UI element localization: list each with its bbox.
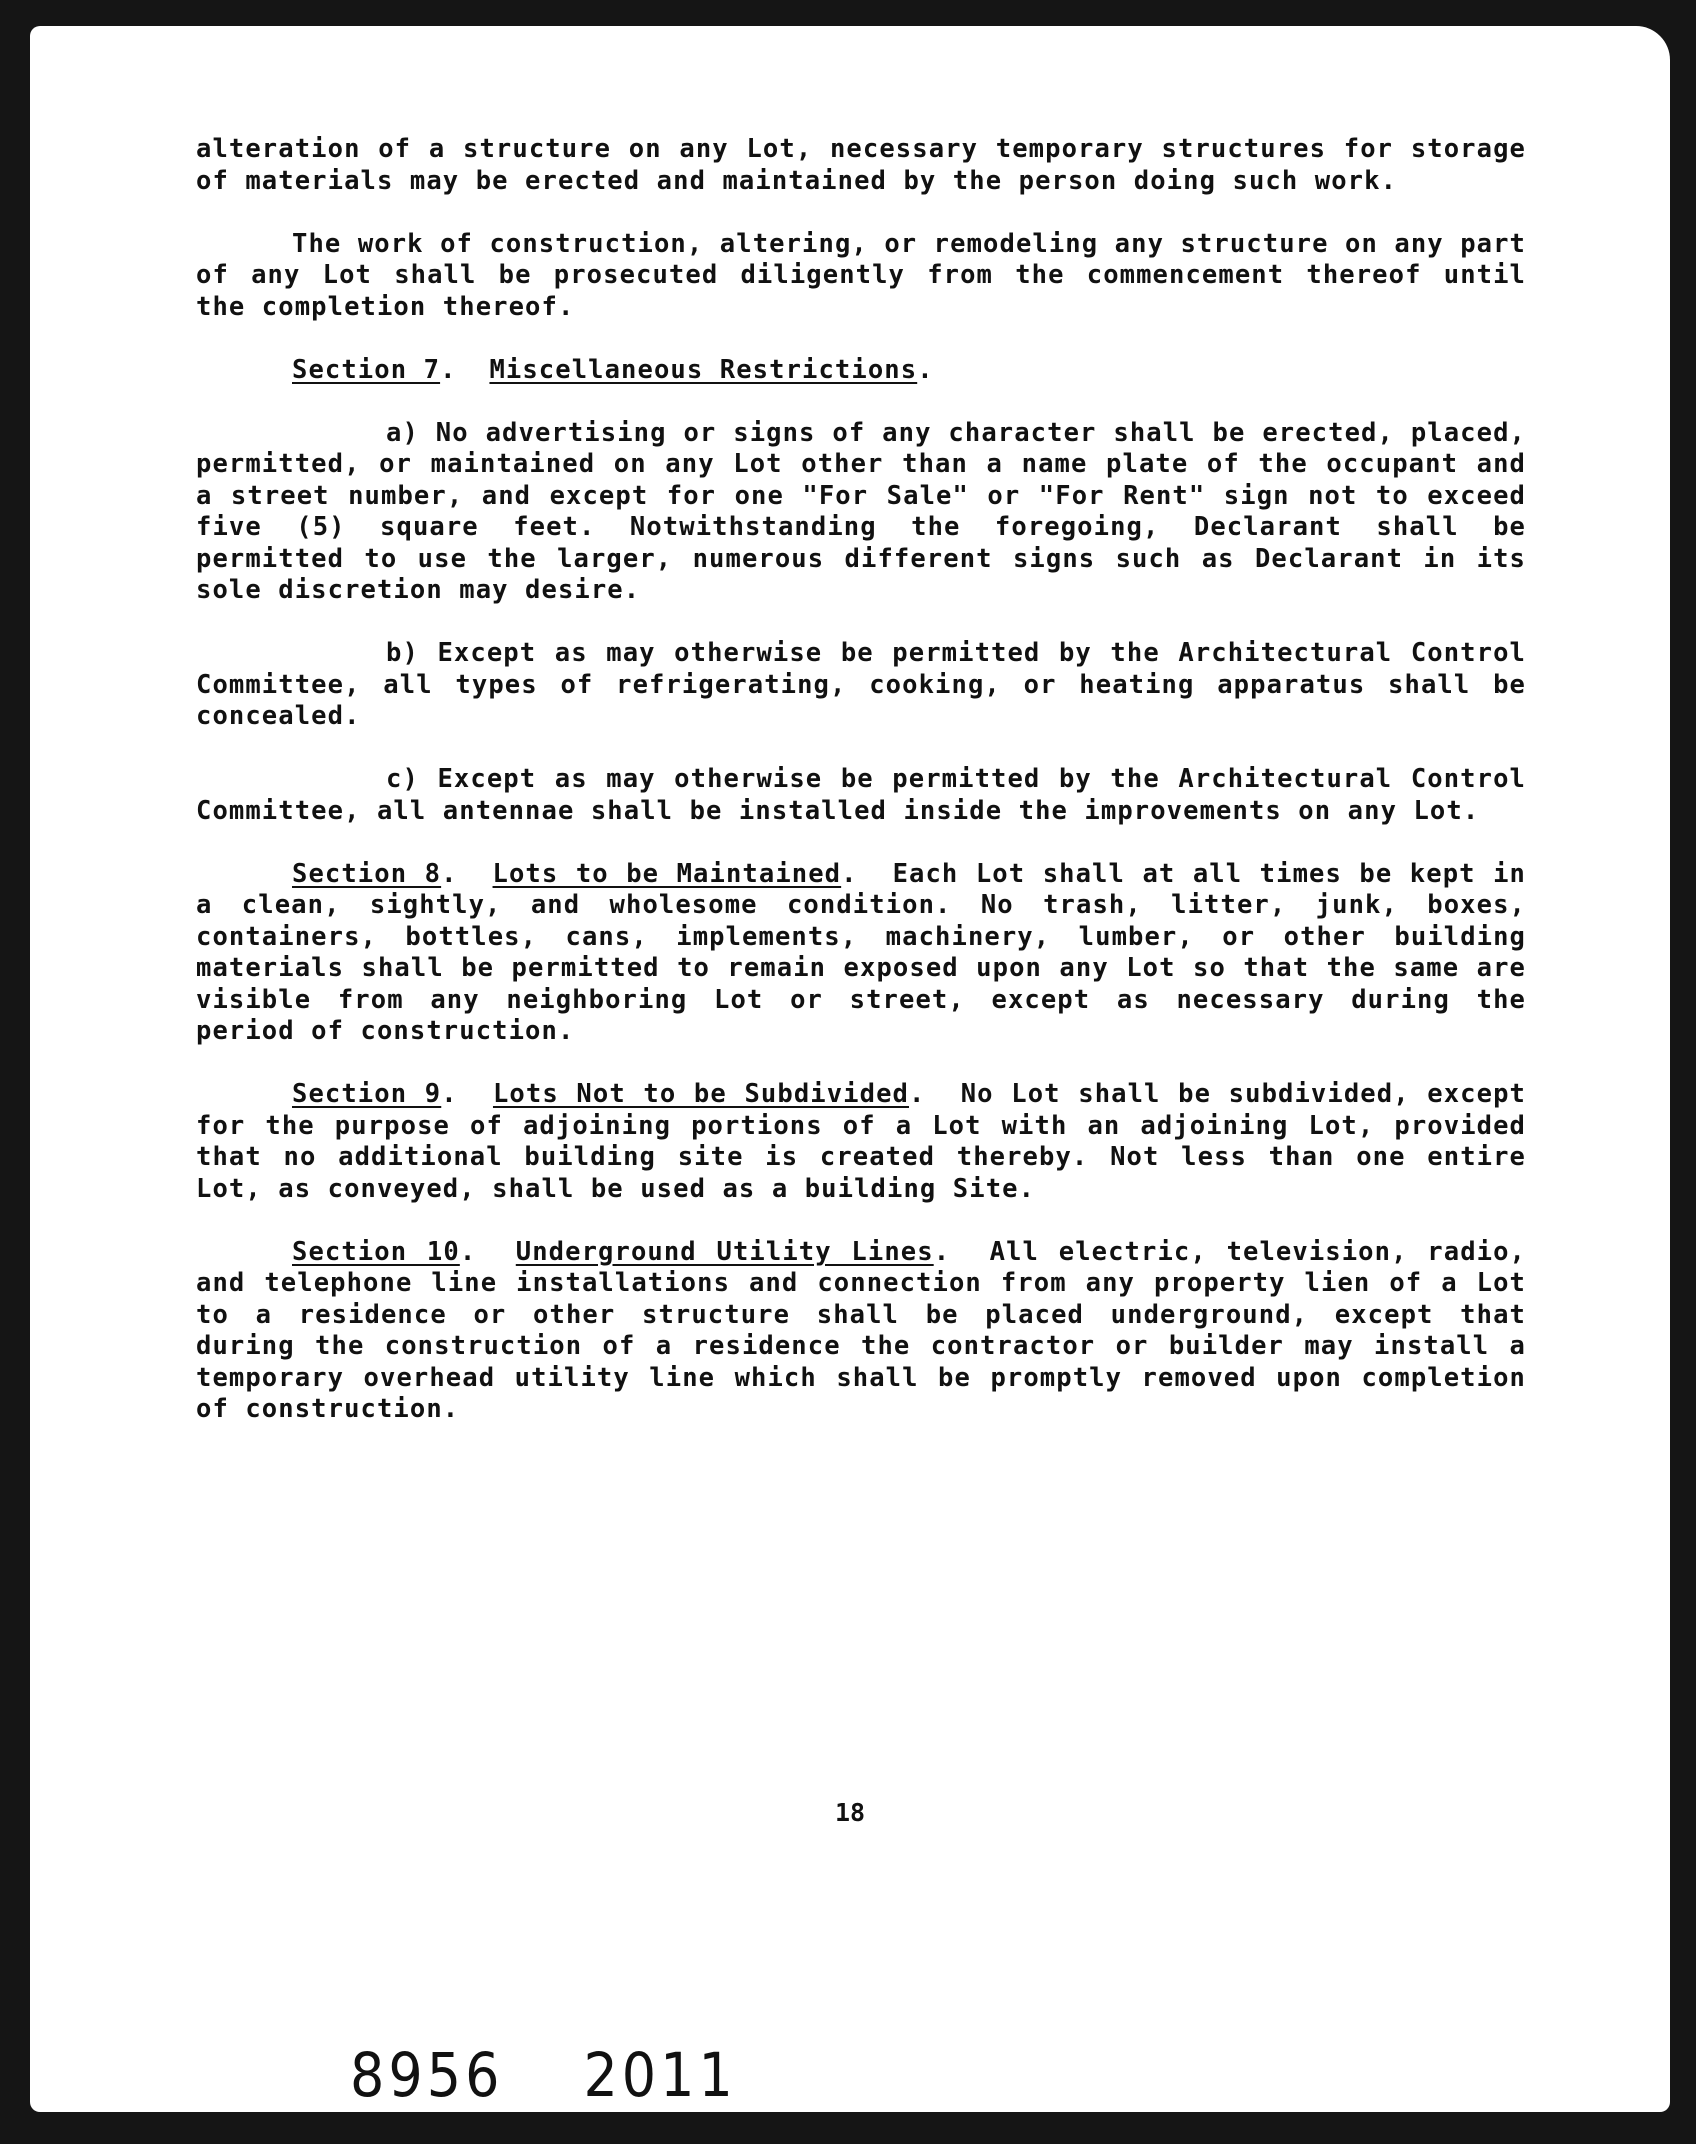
paragraph-construction-work: The work of construction, altering, or remodeling any structure on any part of any Lot shall be prosecuted diligently from the commencement thereof until the completion thereof. xyxy=(196,228,1526,322)
section-9-body: No Lot shall be subdivided, except for the purpose of adjoining portions of a Lot with an adjoining Lot, provided that no additional building site is created thereby. Not less than one entire Lot, as conveyed, shall be used as a building Site. xyxy=(196,1079,1526,1204)
document-stamp xyxy=(350,2040,737,2111)
section-9-number: Section 9 xyxy=(292,1079,442,1109)
section-7-heading: Section 7. Miscellaneous Restrictions. xyxy=(292,354,934,385)
section-10-body: All electric, television, radio, and telephone line installations and connection from any property lien of a Lot to a residence or other structure shall be placed underground, except that during the construction of a residence the contractor or builder may install a temporary overhead utility line which shall be promptly removed upon completion of construction. xyxy=(196,1236,1526,1424)
section-7-item-b: b) Except as may otherwise be permitted by the Architectural Control Committee, all types of refrigerating, cooking, or heating apparatus shall be concealed. xyxy=(196,638,1526,731)
section-7-title: Miscellaneous Restrictions xyxy=(489,354,918,385)
section-8-body: Each Lot shall at all times be kept in a clean, sightly, and wholesome condition. No trash, litter, junk, boxes, containers, bottles, cans, implements, machinery, lumber, or other building materials shall be permitted to remain exposed upon any Lot so that the same are visible from any neighboring Lot or street, except as necessary during the period of construction. xyxy=(196,858,1527,1046)
section-9-paragraph: Section 9. Lots Not to be Subdivided. No Lot shall be subdivided, except for the purpose of adjoining portions of a Lot with an adjoining Lot, provided that no additional building site is created thereby. Not less than one entire Lot, as conveyed, shall be used as a building Site. xyxy=(196,1079,1526,1204)
paragraph-intro: alteration of a structure on any Lot, necessary temporary structures for storage of materials may be erected and maintained by the person doing such work. xyxy=(196,134,1526,196)
section-10-paragraph: Section 10. Underground Utility Lines. All electric, television, radio, and telephone line installations and connection from any property lien of a Lot to a residence or other structure shall be placed underground, except that during the construction of a residence the contractor or builder may install a temporary overhead utility line which shall be promptly removed upon completion of construction. xyxy=(196,1236,1526,1424)
page-number: 18 xyxy=(834,1798,866,1827)
section-7-number: Section 7 xyxy=(292,354,441,385)
stamp-right-number: 2011 xyxy=(583,2040,737,2111)
section-8-title: Lots to be Maintained xyxy=(492,858,842,889)
section-8-paragraph: Section 8. Lots to be Maintained. Each Lot shall at all times be kept in a clean, sightly, and wholesome condition. No trash, litter, junk, boxes, containers, bottles, cans, implements, machinery, lumber, or other building materials shall be permitted to remain exposed upon any Lot so that the same are visible from any neighboring Lot or street, except as necessary during the period of construction. xyxy=(196,858,1527,1046)
section-7-item-c: c) Except as may otherwise be permitted by the Architectural Control Committee, all antennae shall be installed inside the improvements on any Lot. xyxy=(196,764,1526,826)
section-7-item-a: a) No advertising or signs of any character shall be erected, placed, permitted, or maintained on any Lot other than a name plate of the occupant and a street number, and except for one "For Sale" or "For Rent" sign not to exceed five (5) square feet. Notwithstanding the foregoing, Declarant shall be permitted to use the larger, numerous different signs such as Declarant in its sole discretion may desire. xyxy=(196,417,1526,605)
stamp-left-number: 8956 xyxy=(350,2040,504,2111)
document-body xyxy=(196,134,1526,1457)
section-8-number: Section 8 xyxy=(292,858,442,889)
document-page xyxy=(30,26,1670,2112)
section-10-number: Section 10 xyxy=(292,1236,460,1267)
section-10-title: Underground Utility Lines xyxy=(515,1236,934,1267)
section-9-title: Lots Not to be Subdivided xyxy=(492,1079,909,1109)
